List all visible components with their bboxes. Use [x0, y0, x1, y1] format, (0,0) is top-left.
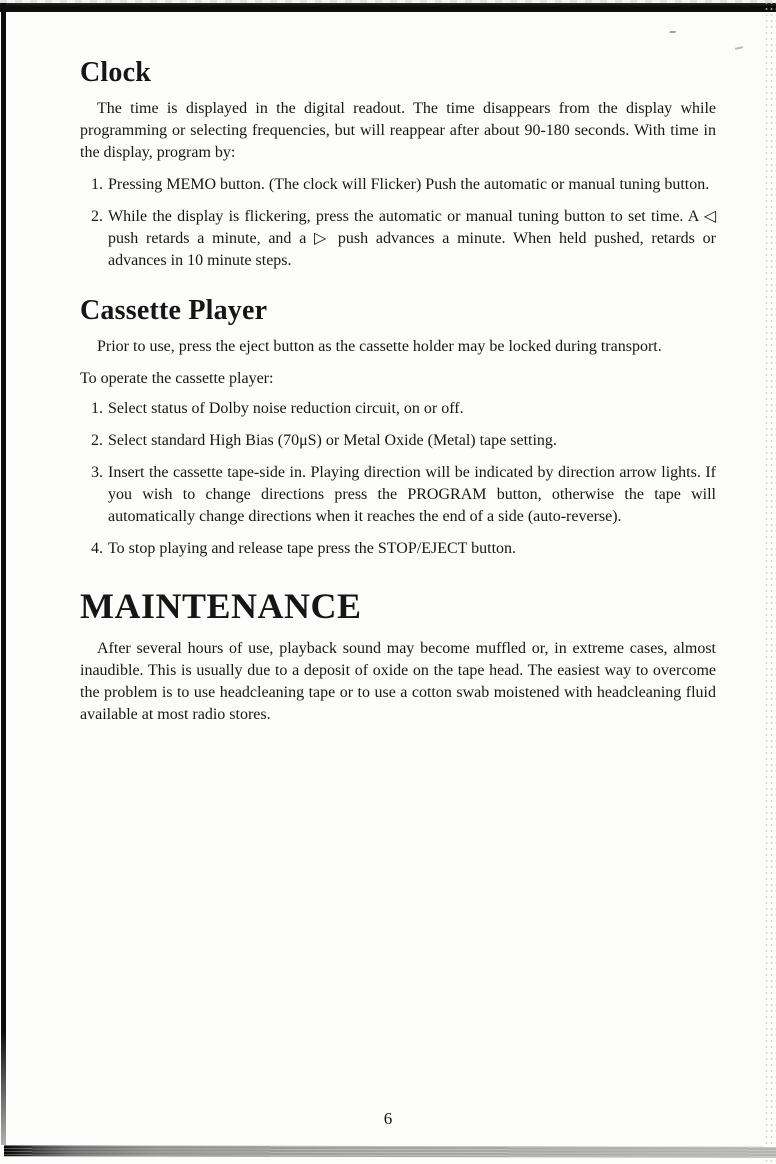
maintenance-paragraph: After several hours of use, playback sound may become muffled or, in extreme cases, almost inaudible. This is usually due to a deposit of oxide on the tape head. The easiest way to overcome the problem is to use headcleaning tape or to use a cotton swab moistened with headcleaning fluid available at most radio stores. — [80, 640, 716, 723]
page-number: 6 — [383, 1109, 393, 1128]
clock-step-2: 2. While the display is flickering, press the automatic or manual tuning button to set time. A ◁ push retards a minute, and a ▷ push advances a minute. When held pushed, retards or advances in 10 minute steps. — [107, 206, 716, 272]
cassette-intro-paragraph: Prior to use, press the eject button as the cassette holder may be locked during transport. — [97, 338, 662, 355]
cassette-step-3: 3. Insert the cassette tape-side in. Playing direction will be indicated by direction arrow lights. If you wish to change directions press the PROGRAM button, otherwise the tape will automatically change directions when it reaches the end of a side (auto-reverse). — [107, 462, 716, 528]
clock-section-heading: Clock — [80, 57, 151, 88]
scan-edge-bottom — [4, 1145, 776, 1158]
cassette-steps-list — [80, 398, 716, 560]
clock-step-1: 1. Pressing MEMO button. (The clock will Flicker) Push the automatic or manual tuning button. — [107, 174, 716, 196]
clock-steps-list — [80, 174, 716, 272]
cassette-step-1: 1. Select status of Dolby noise reduction circuit, on or off. — [107, 398, 716, 420]
maintenance-section-heading: MAINTENANCE — [80, 586, 362, 626]
cassette-step-2: 2. Select standard High Bias (70μS) or Metal Oxide (Metal) tape setting. — [107, 430, 716, 452]
clock-intro-paragraph: The time is displayed in the digital readout. The time disappears from the display while programming or selecting frequencies, but will reappear after about 90-180 seconds. With time in the display, program by: — [80, 100, 716, 161]
cassette-operate-paragraph: To operate the cassette player: — [80, 370, 274, 387]
cassette-section-heading: Cassette Player — [80, 295, 268, 326]
cassette-step-4: 4. To stop playing and release tape press the STOP/EJECT button. — [107, 538, 716, 560]
